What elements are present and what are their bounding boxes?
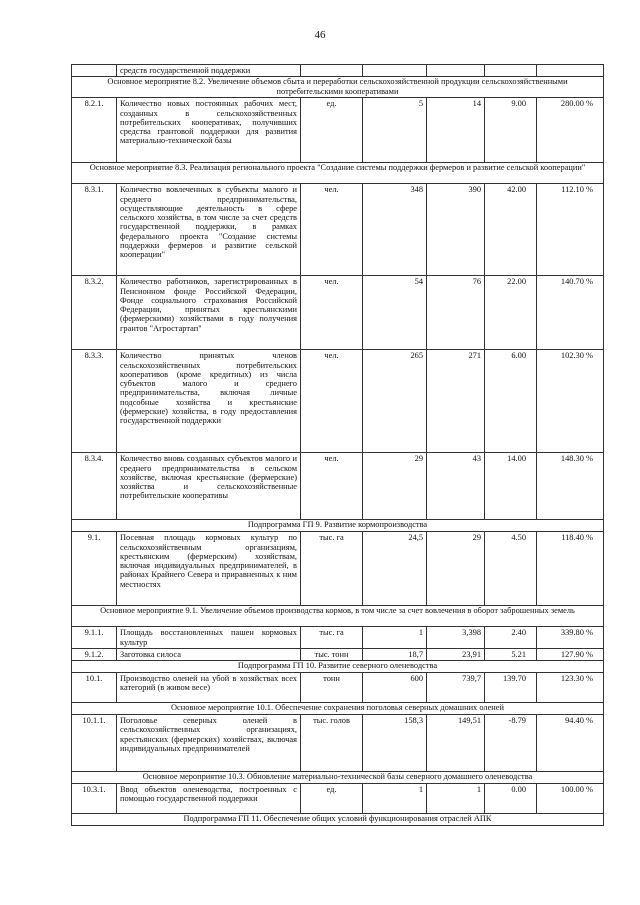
unit-cell: тонн <box>301 673 363 703</box>
table-row <box>72 98 604 163</box>
deviation-value: 139.70 <box>485 673 537 703</box>
indicator-name: Количество вовлеченных в субъекты малого и среднего предпринимательства, осуществляющие деятельность в сфере сельского хозяйства, в том числе за счет средств государственной поддержки, в рамках федерального проекта "Создание системы поддержки фермеров и развитие сельской кооперации" <box>117 184 301 276</box>
section-header-row <box>72 606 604 627</box>
unit-cell <box>301 65 363 77</box>
unit-cell: чел. <box>301 184 363 276</box>
table-row <box>72 532 604 606</box>
completion-percent: 94.40 % <box>537 715 604 772</box>
deviation-value: 6.00 <box>485 350 537 453</box>
indicator-name: Площадь восстановленных пашен кормовых культур <box>117 627 301 649</box>
completion-percent: 100.00 % <box>537 784 604 814</box>
section-title: Основное мероприятие 9.1. Увеличение объемов производства кормов, в том числе за счет вовлечения в оборот заброшенных земель <box>72 606 604 627</box>
plan-value: 5 <box>363 98 427 163</box>
section-title: Основное мероприятие 8.2. Увеличение объемов сбыта и переработки сельскохозяйственной продукции сельскохозяйственными потребительскими кооперативами <box>72 77 604 98</box>
unit-cell: ед. <box>301 784 363 814</box>
row-number: 10.3.1. <box>72 784 117 814</box>
row-number: 9.1. <box>72 532 117 606</box>
indicator-name: Посевная площадь кормовых культур по сельскохозяйственным организациям, крестьянским (фермерским) хозяйствам, включая индивидуальных предпринимателей, в районах Крайнего Севера и приравненных к ним местностях <box>117 532 301 606</box>
unit-cell: тыс. га <box>301 627 363 649</box>
completion-percent: 112.10 % <box>537 184 604 276</box>
plan-value: 600 <box>363 673 427 703</box>
actual-value: 14 <box>427 98 485 163</box>
row-number: 8.3.4. <box>72 453 117 520</box>
completion-percent: 127.90 % <box>537 648 604 660</box>
table-row <box>72 648 604 660</box>
row-number: 9.1.1. <box>72 627 117 649</box>
indicator-name: Заготовка силоса <box>117 648 301 660</box>
indicator-name: Производство оленей на убой в хозяйствах всех категорий (в живом весе) <box>117 673 301 703</box>
section-header-row <box>72 661 604 673</box>
section-title: Основное мероприятие 10.3. Обновление материально-технической базы северного домашнего оленеводства <box>72 772 604 784</box>
row-number: 10.1. <box>72 673 117 703</box>
indicator-name: Количество новых постоянных рабочих мест, созданных в сельскохозяйственных потребительских кооперативах, получивших средства грантовой поддержки для развития материально-технической базы <box>117 98 301 163</box>
page-number: 46 <box>314 29 326 41</box>
indicator-name: Количество принятых членов сельскохозяйственных потребительских кооперативов (кроме кредитных) из числа субъектов малого и среднего предпринимательства, включая личные подсобные хозяйства и крестьянские (фермерские) хозяйства, в году предоставления государственной поддержки <box>117 350 301 453</box>
completion-percent: 102.30 % <box>537 350 604 453</box>
actual-value: 271 <box>427 350 485 453</box>
table-row <box>72 715 604 772</box>
deviation-value: 4.50 <box>485 532 537 606</box>
unit-cell: чел. <box>301 276 363 350</box>
unit-cell: тыс. голов <box>301 715 363 772</box>
row-number: 8.2.1. <box>72 98 117 163</box>
plan-value: 1 <box>363 627 427 649</box>
indicator-name: средств государственной поддержки <box>117 65 301 77</box>
deviation-value: 42.00 <box>485 184 537 276</box>
section-header-row <box>72 520 604 532</box>
indicator-name: Ввод объектов оленеводства, построенных с помощью государственной поддержки <box>117 784 301 814</box>
actual-value: 43 <box>427 453 485 520</box>
section-header-row <box>72 77 604 98</box>
completion-percent <box>537 65 604 77</box>
completion-percent: 148.30 % <box>537 453 604 520</box>
plan-value: 24,5 <box>363 532 427 606</box>
plan-value: 18,7 <box>363 648 427 660</box>
row-number: 8.3.2. <box>72 276 117 350</box>
completion-percent: 280.00 % <box>537 98 604 163</box>
actual-value: 149,51 <box>427 715 485 772</box>
deviation-value: 5.21 <box>485 648 537 660</box>
section-title: Основное мероприятие 8.3. Реализация регионального проекта "Создание системы поддержки фермеров и развитие сельской кооперации" <box>72 163 604 184</box>
table-row <box>72 65 604 77</box>
plan-value: 29 <box>363 453 427 520</box>
row-number <box>72 65 117 77</box>
section-title: Основное мероприятие 10.1. Обеспечение сохранения поголовья северных домашних оленей <box>72 703 604 715</box>
completion-percent: 339.80 % <box>537 627 604 649</box>
section-title: Подпрограмма ГП 10. Развитие северного оленеводства <box>72 661 604 673</box>
plan-value: 348 <box>363 184 427 276</box>
deviation-value: 2.40 <box>485 627 537 649</box>
actual-value: 390 <box>427 184 485 276</box>
indicator-name: Поголовье северных оленей в сельскохозяйственных организациях, крестьянских (фермерских) хозяйствах, включая индивидуальных предпринимателей <box>117 715 301 772</box>
table-row <box>72 453 604 520</box>
row-number: 10.1.1. <box>72 715 117 772</box>
table-row <box>72 184 604 276</box>
deviation-value: 0.00 <box>485 784 537 814</box>
table-row <box>72 350 604 453</box>
section-title: Подпрограмма ГП 11. Обеспечение общих условий функционирования отраслей АПК <box>72 814 604 826</box>
actual-value <box>427 65 485 77</box>
actual-value: 29 <box>427 532 485 606</box>
section-header-row <box>72 772 604 784</box>
indicators-table <box>71 64 604 826</box>
row-number: 8.3.1. <box>72 184 117 276</box>
completion-percent: 140.70 % <box>537 276 604 350</box>
row-number: 9.1.2. <box>72 648 117 660</box>
deviation-value: -8.79 <box>485 715 537 772</box>
section-header-row <box>72 163 604 184</box>
deviation-value: 22.00 <box>485 276 537 350</box>
unit-cell: тыс. тонн <box>301 648 363 660</box>
actual-value: 3,398 <box>427 627 485 649</box>
table-row <box>72 784 604 814</box>
indicator-name: Количество вновь созданных субъектов малого и среднего предпринимательства в сельском хозяйстве, включая крестьянские (фермерские) хозяйства и сельскохозяйственные потребительские кооперативы <box>117 453 301 520</box>
completion-percent: 118.40 % <box>537 532 604 606</box>
plan-value <box>363 65 427 77</box>
actual-value: 76 <box>427 276 485 350</box>
section-header-row <box>72 703 604 715</box>
table-row <box>72 673 604 703</box>
unit-cell: тыс. га <box>301 532 363 606</box>
actual-value: 1 <box>427 784 485 814</box>
deviation-value: 9.00 <box>485 98 537 163</box>
unit-cell: ед. <box>301 98 363 163</box>
table-row <box>72 627 604 649</box>
plan-value: 1 <box>363 784 427 814</box>
completion-percent: 123.30 % <box>537 673 604 703</box>
plan-value: 158,3 <box>363 715 427 772</box>
row-number: 8.3.3. <box>72 350 117 453</box>
unit-cell: чел. <box>301 453 363 520</box>
plan-value: 265 <box>363 350 427 453</box>
table-row <box>72 276 604 350</box>
section-title: Подпрограмма ГП 9. Развитие кормопроизводства <box>72 520 604 532</box>
section-header-row <box>72 814 604 826</box>
unit-cell: чел. <box>301 350 363 453</box>
deviation-value <box>485 65 537 77</box>
indicator-name: Количество работников, зарегистрированных в Пенсионном фонде Российской Федерации, Фонде социального страхования Российской Федерации, принятых крестьянскими (фермерскими) хозяйствами в году получения грантов "Агростартап" <box>117 276 301 350</box>
plan-value: 54 <box>363 276 427 350</box>
deviation-value: 14.00 <box>485 453 537 520</box>
actual-value: 739,7 <box>427 673 485 703</box>
actual-value: 23,91 <box>427 648 485 660</box>
